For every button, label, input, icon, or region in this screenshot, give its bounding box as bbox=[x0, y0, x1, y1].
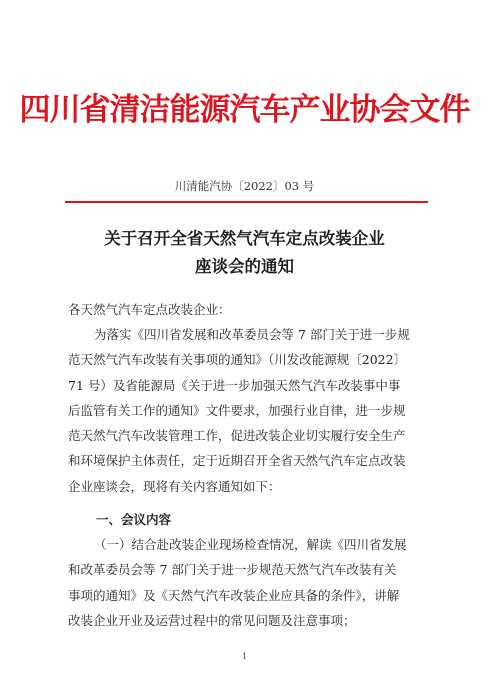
paragraph-line: 为落实《四川省发展和改革委员会等 7 部门关于进一步规 bbox=[94, 327, 410, 342]
paragraph-line: 后监管有关工作的通知》文件要求，加强行业自律，进一步规 bbox=[68, 402, 406, 418]
paragraph-line: 范天然气汽车改装管理工作，促进改装企业切实履行安全生产 bbox=[68, 428, 406, 444]
paragraph-line: （一）结合赴改装企业现场检查情况，解读《四川省发展 bbox=[94, 537, 407, 552]
red-divider bbox=[65, 201, 428, 203]
title-line: 关于召开全省天然气汽车定点改装企业 bbox=[104, 229, 385, 248]
paragraph-line: 和环境保护主体责任，定于近期召开全省天然气汽车定点改装 bbox=[68, 453, 406, 469]
paragraph-line: 71 号）及省能源局《关于进一步加强天然气汽车改装事中事 bbox=[68, 377, 401, 393]
paragraph-line: 改装企业开业及运营过程中的常见问题及注意事项； bbox=[68, 612, 356, 628]
title-line: 座谈会的通知 bbox=[195, 257, 294, 276]
org-header: 四川省清洁能源汽车产业协会文件 bbox=[19, 92, 470, 128]
paragraph-2 bbox=[68, 532, 428, 633]
salutation: 各天然气汽车定点改装企业： bbox=[68, 302, 231, 317]
section-heading: 一、会议内容 bbox=[96, 512, 172, 527]
page-number: 1 bbox=[241, 652, 248, 661]
paragraph-line: 事项的通知》及《天然气汽车改装企业应具备的条件》，讲解 bbox=[68, 587, 400, 603]
paragraph-1 bbox=[68, 322, 428, 499]
doc-number: 川清能汽协〔2022〕03 号 bbox=[174, 179, 315, 193]
document-title bbox=[0, 225, 489, 281]
paragraph-line: 和改革委员会等 7 部门关于进一步规范天然气汽车改装有关 bbox=[68, 562, 397, 578]
paragraph-line: 企业座谈会，现将有关内容通知如下： bbox=[68, 478, 281, 494]
paragraph-line: 范天然气汽车改装有关事项的通知》（川发改能源规〔2022〕 bbox=[68, 352, 407, 368]
